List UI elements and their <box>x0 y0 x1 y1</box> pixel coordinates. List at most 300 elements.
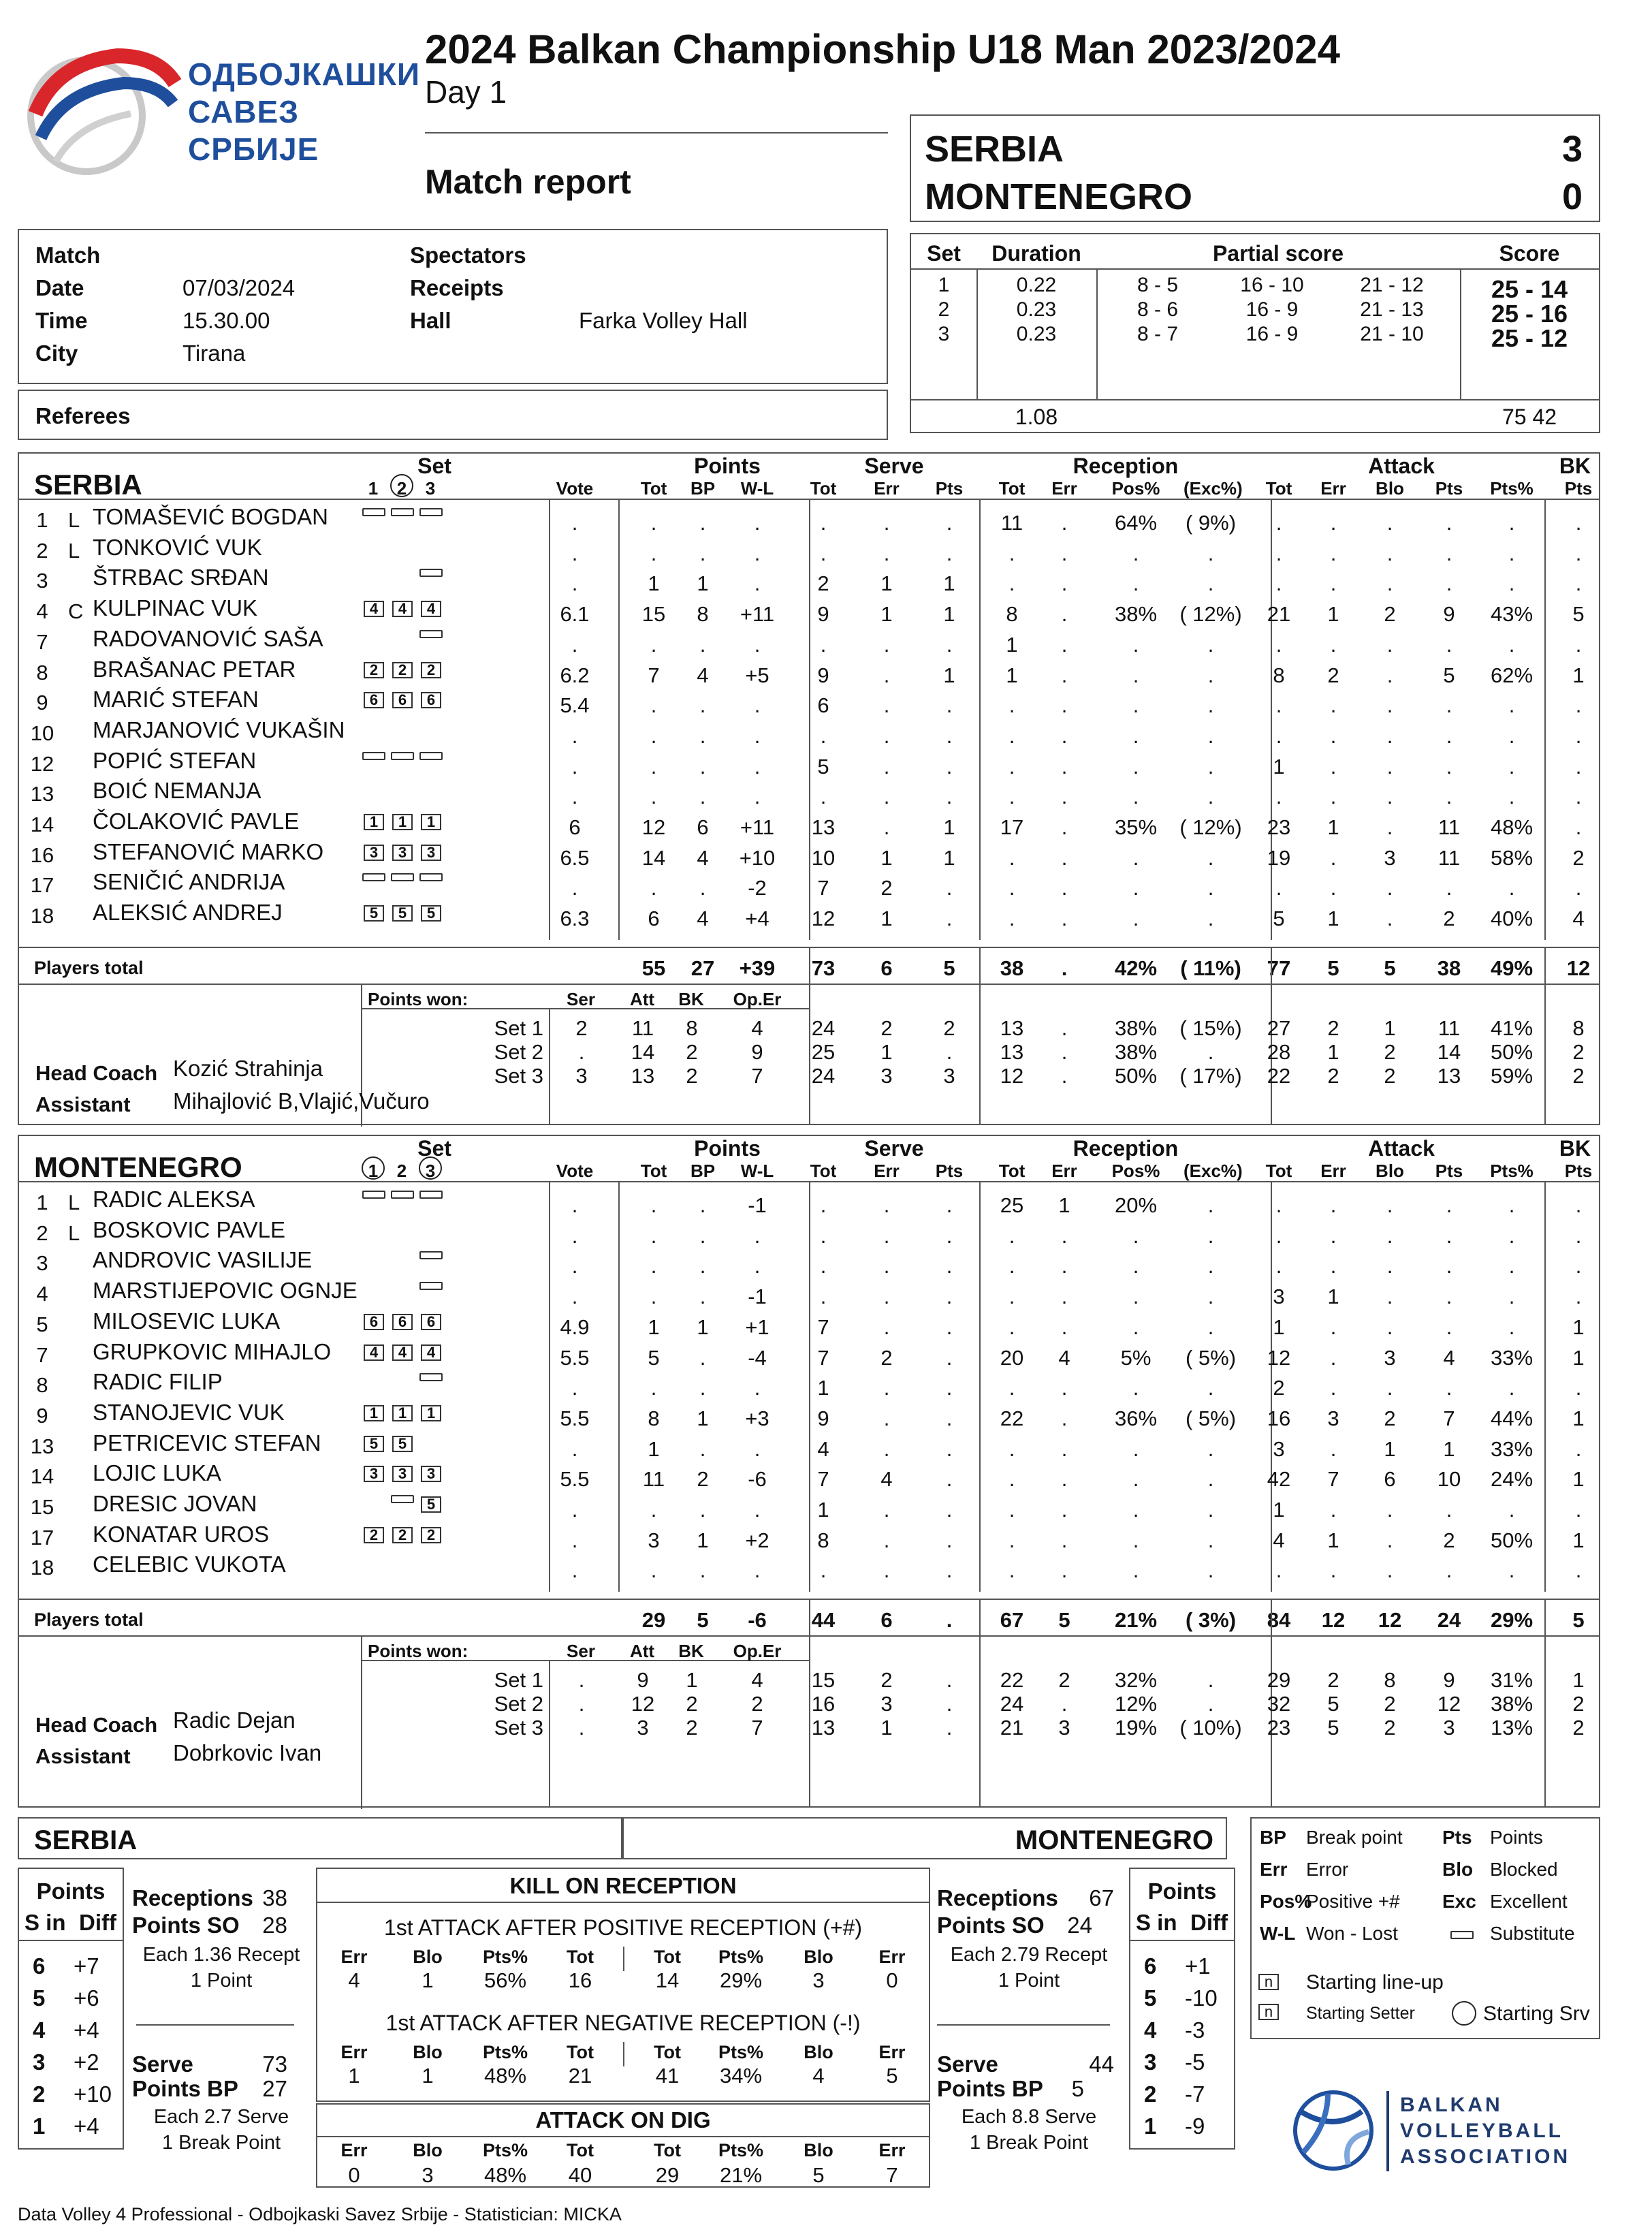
col-head-wl: W-L <box>740 1161 774 1181</box>
stat-wl: -4 <box>748 1345 767 1370</box>
stat-spts: . <box>946 632 953 657</box>
set-stat-serr: 3 <box>880 1692 893 1716</box>
stat-rtot: . <box>1008 785 1015 809</box>
total-rerr: 5 <box>1058 1608 1070 1633</box>
starting-position-box: 2 <box>392 662 413 678</box>
legend-value: Break point <box>1306 1827 1403 1848</box>
pw-att-head: Att <box>629 1641 655 1662</box>
player-row <box>19 1247 1599 1280</box>
stat-aptsp: . <box>1508 632 1515 657</box>
stat-apts: . <box>1446 1315 1452 1339</box>
stat-spts: . <box>946 1345 953 1370</box>
stat-apts: 11 <box>1437 845 1461 870</box>
player-name: TOMAŠEVIĆ BOGDAN <box>93 504 328 529</box>
pw-bk: 8 <box>686 1016 698 1040</box>
total-serr: 6 <box>880 956 893 980</box>
points-s-in: 3 <box>33 2049 46 2075</box>
set-stat-atot: 32 <box>1267 1692 1291 1716</box>
total-stot: 73 <box>811 956 836 980</box>
set-stat-spts: . <box>946 1692 953 1716</box>
away-receptions: 67 <box>1089 1885 1114 1910</box>
stat-vote: . <box>571 541 578 565</box>
kill-value: 48% <box>483 2163 527 2187</box>
set-stat-rerr: . <box>1061 1692 1068 1716</box>
stat-tot: 12 <box>641 815 666 839</box>
hall-label: Hall <box>410 308 451 333</box>
pw-att: 12 <box>631 1692 655 1716</box>
legend-value: Excellent <box>1490 1891 1568 1912</box>
points-diff: +1 <box>1185 1953 1211 1979</box>
stat-serr: 2 <box>880 1345 893 1370</box>
player-number: 1 <box>36 508 48 532</box>
stat-rtot: . <box>1008 1436 1015 1461</box>
away-serve-note: Each 8.8 Serve <box>961 2106 1097 2128</box>
stat-stot: . <box>820 632 827 657</box>
federation-name-2: САВЕЗ <box>188 94 300 129</box>
player-row <box>19 747 1599 781</box>
kill-value: 4 <box>348 1968 360 1992</box>
match-label: Match <box>35 242 101 268</box>
stat-bk: . <box>1575 632 1582 657</box>
stat-bp: . <box>699 876 706 900</box>
stat-aptsp: 58% <box>1490 845 1534 870</box>
set-stat-stot: 15 <box>811 1668 836 1693</box>
starting-position-box: 5 <box>364 905 384 922</box>
stat-atot: . <box>1275 723 1282 748</box>
player-name: KULPINAC VUK <box>93 595 258 621</box>
stat-stot: 8 <box>817 1528 829 1552</box>
stat-tot: . <box>650 1285 657 1309</box>
col-head-spts: Pts <box>935 478 964 499</box>
federation-name-1: ОДБОЈКАШКИ <box>188 57 421 92</box>
set-stat-serr: 2 <box>880 1668 893 1693</box>
player-number: 18 <box>30 1556 54 1580</box>
stat-aerr: . <box>1330 1558 1337 1583</box>
substitute-icon <box>419 752 443 760</box>
col-head-aptsp: Pts% <box>1490 478 1534 499</box>
stat-atot: 1 <box>1273 1498 1285 1522</box>
stat-spts: . <box>946 1406 953 1430</box>
starting-position-box: 1 <box>421 814 441 830</box>
stat-spts: . <box>946 541 953 565</box>
set-stat-apts: 3 <box>1443 1716 1455 1740</box>
starting-position-box: 6 <box>421 1314 441 1330</box>
stat-bk: . <box>1575 1558 1582 1583</box>
starting-position-box: 4 <box>392 601 413 617</box>
set-stat-spts: . <box>946 1716 953 1740</box>
stat-bk: . <box>1575 541 1582 565</box>
stat-ablo: . <box>1386 1193 1393 1217</box>
stat-apts: 4 <box>1443 1345 1455 1370</box>
stat-rerr: . <box>1061 1223 1068 1248</box>
stat-stot: 7 <box>817 876 829 900</box>
stat-aerr: 1 <box>1327 907 1339 931</box>
stat-stot: 9 <box>817 602 829 627</box>
stat-rerr: . <box>1061 632 1068 657</box>
kill-title: KILL ON RECEPTION <box>509 1873 737 1898</box>
set-stat-rpos: 38% <box>1114 1016 1158 1040</box>
stat-rerr: . <box>1061 845 1068 870</box>
points-header-line <box>1130 1940 1234 1941</box>
stat-rerr: . <box>1061 1498 1068 1522</box>
points-diff: +4 <box>74 2113 99 2139</box>
diff-label: Diff <box>79 1910 116 1935</box>
stat-rexc: . <box>1207 845 1214 870</box>
stat-rexc: . <box>1207 1558 1214 1583</box>
stat-apts: . <box>1446 1223 1452 1248</box>
stat-atot: 3 <box>1273 1285 1285 1309</box>
spectators-label: Spectators <box>410 242 526 268</box>
home-points-box <box>18 1868 124 2150</box>
legend-value: Error <box>1306 1859 1349 1880</box>
stat-vote: . <box>571 785 578 809</box>
player-role: L <box>68 538 80 563</box>
stat-rtot: . <box>1008 1315 1015 1339</box>
points-diff: -10 <box>1185 1985 1218 2011</box>
stat-spts: . <box>946 1376 953 1400</box>
substitute-icon <box>391 752 414 760</box>
player-number: 10 <box>30 721 54 745</box>
stat-spts: 1 <box>943 815 955 839</box>
stat-rerr: . <box>1061 907 1068 931</box>
stat-rpos: . <box>1132 907 1139 931</box>
set-score: 25 - 12 <box>1491 324 1568 352</box>
set-stat-aerr: 2 <box>1327 1668 1339 1693</box>
col-head-ablo: Blo <box>1376 478 1404 499</box>
set-stat-serr: 1 <box>880 1039 893 1064</box>
player-name: STEFANOVIĆ MARKO <box>93 838 324 864</box>
attack-on-dig-box <box>316 2103 930 2188</box>
set-stat-stot: 25 <box>811 1039 836 1064</box>
stat-atot: 16 <box>1267 1406 1291 1430</box>
stat-bk: . <box>1575 1498 1582 1522</box>
stat-ablo: . <box>1386 1254 1393 1278</box>
stat-atot: . <box>1275 785 1282 809</box>
stat-bk: . <box>1575 511 1582 535</box>
stat-atot: . <box>1275 1254 1282 1278</box>
total-aerr: 5 <box>1327 956 1339 980</box>
stat-rerr: . <box>1061 1254 1068 1278</box>
partial-score: 21 - 10 <box>1360 323 1424 345</box>
stat-serr: 1 <box>880 907 893 931</box>
set-duration: 0.23 <box>1016 298 1057 321</box>
stat-atot: . <box>1275 511 1282 535</box>
stat-rtot: . <box>1008 1376 1015 1400</box>
stat-rexc: . <box>1207 541 1214 565</box>
player-name: RADIC ALEKSA <box>93 1186 255 1212</box>
total-spts: 5 <box>943 956 955 980</box>
stat-vote: 6 <box>569 815 581 839</box>
total-bp: 27 <box>690 956 715 980</box>
stat-rpos: . <box>1132 1498 1139 1522</box>
starting-position-box: 2 <box>421 662 441 678</box>
player-name: POPIĆ STEFAN <box>93 747 257 773</box>
home-rec-note: 1 Point <box>190 1970 253 1992</box>
kill-value: 7 <box>886 2163 898 2187</box>
stat-serr: . <box>883 663 890 687</box>
stat-aerr: . <box>1330 723 1337 748</box>
stat-tot: . <box>650 541 657 565</box>
stat-rexc: . <box>1207 1498 1214 1522</box>
stat-rpos: . <box>1132 1528 1139 1552</box>
player-row <box>19 1521 1599 1554</box>
pos-title: 1st ATTACK AFTER POSITIVE RECEPTION (+#) <box>383 1915 863 1940</box>
col-head-rexc: (Exc%) <box>1184 1161 1243 1181</box>
sets-box <box>910 233 1600 433</box>
total-rtot: 67 <box>1000 1608 1024 1633</box>
player-role: L <box>68 508 80 532</box>
legend-key: Err <box>1260 1859 1288 1880</box>
stat-bp: . <box>699 632 706 657</box>
set-stat-rexc: ( 17%) <box>1179 1063 1242 1088</box>
head-coach-label: Head Coach <box>35 1713 158 1737</box>
player-number: 2 <box>36 538 48 563</box>
partial-score: 8 - 5 <box>1137 274 1179 296</box>
stat-vote: . <box>571 723 578 748</box>
set-number: 1 <box>938 274 950 296</box>
stat-rexc: . <box>1207 1223 1214 1248</box>
substitute-icon <box>419 1251 443 1259</box>
set-stat-atot: 22 <box>1267 1063 1291 1088</box>
stat-stot: . <box>820 1254 827 1278</box>
assistant-label: Assistant <box>35 1092 131 1116</box>
total-apts: 38 <box>1437 956 1461 980</box>
col-head-rerr: Err <box>1051 478 1077 499</box>
stat-vote: . <box>571 1436 578 1461</box>
total-atot: 84 <box>1267 1608 1291 1633</box>
player-name: ŠTRBAC SRĐAN <box>93 565 269 591</box>
stat-stot: 13 <box>811 815 836 839</box>
set-stat-rpos: 19% <box>1114 1716 1158 1740</box>
stat-apts: . <box>1446 511 1452 535</box>
set-stat-spts: . <box>946 1668 953 1693</box>
stat-wl: +1 <box>745 1315 769 1339</box>
stat-stot: 7 <box>817 1315 829 1339</box>
stat-spts: . <box>946 1528 953 1552</box>
stat-ablo: . <box>1386 754 1393 778</box>
stat-vote: . <box>571 1254 578 1278</box>
stat-aerr: . <box>1330 632 1337 657</box>
points-diff: -9 <box>1185 2113 1205 2139</box>
total-aptsp: 29% <box>1490 1608 1534 1633</box>
substitute-icon <box>391 1495 414 1503</box>
pw-op-head: Op.Er <box>733 1641 782 1662</box>
stat-tot: 11 <box>642 1467 665 1492</box>
stat-vote: . <box>571 632 578 657</box>
starting-position-box: 3 <box>364 1466 384 1482</box>
stat-rerr: . <box>1061 785 1068 809</box>
player-name: ANDROVIC VASILIJE <box>93 1247 313 1273</box>
stat-serr: . <box>883 1193 890 1217</box>
set-stat-atot: 27 <box>1267 1016 1291 1040</box>
stat-aptsp: . <box>1508 785 1515 809</box>
partial-score: 16 - 9 <box>1245 298 1299 321</box>
stat-rerr: . <box>1061 602 1068 627</box>
points-diff: -3 <box>1185 2017 1205 2043</box>
pw-op: 7 <box>751 1716 763 1740</box>
player-row <box>19 689 1599 719</box>
set-col-header: Set <box>927 241 961 266</box>
pw-ser: 3 <box>575 1063 588 1088</box>
stat-wl: . <box>754 511 761 535</box>
set-stat-serr: 1 <box>880 1716 893 1740</box>
stat-rerr: . <box>1061 1285 1068 1309</box>
stat-aptsp: . <box>1508 511 1515 535</box>
stat-ablo: 6 <box>1384 1467 1396 1492</box>
federation-name-3: СРБИЈЕ <box>188 131 319 167</box>
stat-wl: . <box>754 1558 761 1583</box>
col-head-aptsp: Pts% <box>1490 1161 1534 1181</box>
stat-aerr: . <box>1330 1436 1337 1461</box>
circled-set-icon <box>419 1157 442 1180</box>
player-name: SENIČIĆ ANDRIJA <box>93 869 285 895</box>
partial-score: 16 - 9 <box>1245 323 1299 345</box>
serve-label: Serve <box>937 2051 998 2077</box>
stat-aptsp: . <box>1508 1254 1515 1278</box>
starting-position-box: 6 <box>364 1314 384 1330</box>
set-stat-apts: 13 <box>1437 1063 1461 1088</box>
player-number: 1 <box>36 1191 48 1214</box>
total-tot: 55 <box>641 956 666 980</box>
stat-rtot: 22 <box>1000 1406 1024 1430</box>
kill-col-head: Tot <box>654 2042 681 2062</box>
kill-col-head: Err <box>878 2140 906 2160</box>
partial-score: 21 - 13 <box>1360 298 1424 321</box>
set-score: 25 - 16 <box>1491 300 1568 328</box>
stat-vote: . <box>571 1285 578 1309</box>
stat-rpos: . <box>1132 876 1139 900</box>
col-head-rtot: Tot <box>998 478 1026 499</box>
points-diff: +7 <box>74 1953 99 1979</box>
stat-bk: . <box>1575 1254 1582 1278</box>
time-label: Time <box>35 308 88 333</box>
stat-tot: . <box>650 632 657 657</box>
set-stat-bk: 2 <box>1572 1716 1585 1740</box>
stat-bk: 5 <box>1572 602 1585 627</box>
starting-position-box: 2 <box>421 1527 441 1543</box>
stat-apts: . <box>1446 1285 1452 1309</box>
col-head-aerr: Err <box>1320 1161 1346 1181</box>
starting-position-box: 6 <box>392 692 413 708</box>
set-stat-ablo: 2 <box>1384 1692 1396 1716</box>
stat-rtot: 17 <box>1000 815 1024 839</box>
player-name: BOIĆ NEMANJA <box>93 778 261 804</box>
stat-tot: 8 <box>648 1406 660 1430</box>
away-team-name: MONTENEGRO <box>925 176 1193 217</box>
kill-value: 14 <box>655 1968 680 1992</box>
kill-value: 3 <box>422 2163 434 2187</box>
stat-serr: . <box>883 632 890 657</box>
stat-ablo: 3 <box>1384 845 1396 870</box>
col-head-tot: Tot <box>640 478 667 499</box>
stat-aerr: . <box>1330 1315 1337 1339</box>
stat-serr: 2 <box>880 876 893 900</box>
total-wl: -6 <box>748 1608 767 1633</box>
starting-lineup-label: Starting line-up <box>1306 1971 1444 1994</box>
stat-bp: 1 <box>697 1528 709 1552</box>
stat-vote: 6.5 <box>560 845 590 870</box>
head-coach-name: Radic Dejan <box>173 1708 296 1733</box>
pw-ser: . <box>578 1039 585 1064</box>
set-stat-stot: 24 <box>811 1063 836 1088</box>
set-stat-rexc: ( 15%) <box>1179 1016 1242 1040</box>
summary-away-name: MONTENEGRO <box>1015 1825 1213 1855</box>
stat-serr: . <box>883 511 890 535</box>
stat-ablo: 3 <box>1384 1345 1396 1370</box>
set-label: Set 3 <box>494 1716 543 1740</box>
stat-bp: . <box>699 754 706 778</box>
starting-position-box: 4 <box>364 601 384 617</box>
stat-apts: . <box>1446 693 1452 718</box>
stat-aerr: . <box>1330 1223 1337 1248</box>
away-rec-block <box>937 1868 1121 2154</box>
stat-vote: . <box>571 1376 578 1400</box>
stat-bp: . <box>699 693 706 718</box>
stat-spts: . <box>946 1467 953 1492</box>
total-bk: 12 <box>1566 956 1591 980</box>
pw-op: 4 <box>751 1668 763 1693</box>
points-s-in: 1 <box>1144 2113 1157 2139</box>
total-rpos: 21% <box>1114 1608 1158 1633</box>
points-won-label: Points won: <box>368 1641 468 1662</box>
stat-atot: . <box>1275 876 1282 900</box>
total-stot: 44 <box>811 1608 836 1633</box>
stat-rexc: ( 12%) <box>1179 815 1242 839</box>
stat-bk: . <box>1575 1285 1582 1309</box>
starting-position-box: 3 <box>392 1466 413 1482</box>
stat-rtot: 1 <box>1006 663 1018 687</box>
receptions-label: Receptions <box>132 1885 253 1910</box>
starting-position-box: 5 <box>392 1436 413 1452</box>
home-points-so: 28 <box>262 1913 287 1938</box>
pointsso-label: Points SO <box>937 1913 1045 1938</box>
stat-apts: . <box>1446 541 1452 565</box>
total-spts: . <box>946 1608 953 1633</box>
stat-rerr: . <box>1061 1467 1068 1492</box>
player-number: 9 <box>36 1403 48 1428</box>
stat-tot: 1 <box>648 1315 660 1339</box>
stat-tot: 1 <box>648 1436 660 1461</box>
set-label: Set 2 <box>494 1692 543 1716</box>
volleyball-logo-icon <box>15 42 185 178</box>
match-report-label: Match report <box>425 163 631 201</box>
col-head-apts: Pts <box>1435 1161 1463 1181</box>
set-stat-rtot: 12 <box>1000 1063 1024 1088</box>
stat-rtot: . <box>1008 876 1015 900</box>
stat-aerr: . <box>1330 541 1337 565</box>
summary-away-header <box>622 1817 1227 1859</box>
total-bp: 5 <box>697 1608 709 1633</box>
set-stat-rerr: 3 <box>1058 1716 1070 1740</box>
stat-stot: 10 <box>811 845 836 870</box>
legend-value: Positive +# <box>1306 1891 1400 1912</box>
player-number: 14 <box>30 813 54 836</box>
set-stat-aerr: 1 <box>1327 1039 1339 1064</box>
serve-group-header: Serve <box>864 1136 924 1161</box>
stat-tot: . <box>650 693 657 718</box>
player-row <box>19 534 1599 567</box>
starting-position-box: 5 <box>421 1496 441 1513</box>
stat-aerr: . <box>1330 876 1337 900</box>
stat-bk: . <box>1575 571 1582 596</box>
stat-tot: . <box>650 723 657 748</box>
stat-apts: 5 <box>1443 663 1455 687</box>
stat-bp: 6 <box>697 815 709 839</box>
substitute-icon <box>419 1373 443 1381</box>
stat-spts: . <box>946 1558 953 1583</box>
stat-wl: . <box>754 1254 761 1278</box>
kill-center-line <box>623 2042 624 2066</box>
